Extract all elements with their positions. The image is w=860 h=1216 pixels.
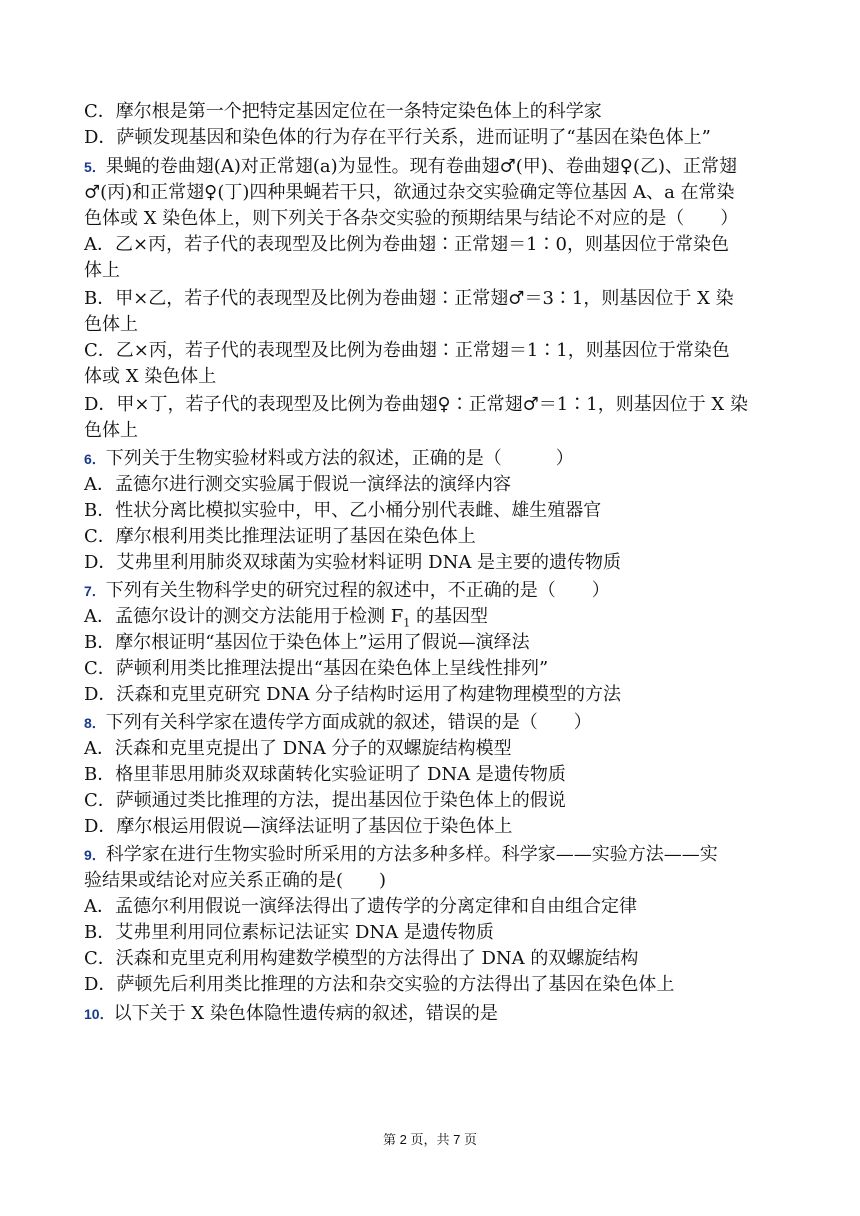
- text-line: [84, 499, 601, 523]
- text-line: [84, 869, 386, 893]
- text-line: [84, 921, 494, 945]
- question-number: 8．: [84, 715, 106, 731]
- line-text: C．摩尔根是第一个把特定基因定位在一条特定染色体上的科学家: [84, 101, 602, 122]
- line-text: 色体上: [84, 314, 138, 335]
- line-text: 体或 X 染色体上: [84, 366, 217, 387]
- question-number: 9．: [84, 847, 106, 863]
- text-line: [84, 419, 138, 443]
- text-line: [84, 973, 674, 997]
- text-line: [84, 947, 638, 971]
- text-line: [84, 313, 138, 337]
- text-line: [84, 631, 530, 655]
- text-line: [84, 207, 738, 231]
- text-line: [84, 737, 512, 761]
- line-text: C．萨顿通过类比推理的方法，提出基因位于染色体上的假说: [84, 790, 566, 811]
- text-line: [84, 815, 512, 839]
- text-line: [84, 551, 621, 575]
- text-line: [84, 657, 548, 681]
- text-line: [84, 100, 602, 124]
- line-text: C．乙×丙，若子代的表现型及比例为卷曲翅∶正常翅＝1∶1，则基因位于常染色: [84, 340, 730, 361]
- line-text: D．沃森和克里克研究 DNA 分子结构时运用了构建物理模型的方法: [84, 684, 622, 705]
- line-text: 科学家在进行生物实验时所采用的方法多种多样。科学家——实验方法——实: [105, 844, 718, 865]
- text-line: [84, 339, 730, 363]
- line-text-tail: 的基因型: [410, 606, 488, 627]
- line-text: 下列有关科学家在遗传学方面成就的叙述，错误的是（ ）: [105, 712, 592, 733]
- text-line: [84, 365, 216, 389]
- text-line: [84, 126, 711, 150]
- line-text: 下列有关生物科学史的研究过程的叙述中，不正确的是（ ）: [105, 580, 610, 601]
- text-line: [84, 473, 511, 497]
- line-text: 下列关于生物实验材料或方法的叙述，正确的是（ ）: [105, 448, 574, 469]
- question-stem-line: [84, 1002, 498, 1026]
- text-line: [84, 683, 621, 707]
- line-text: B．格里菲思用肺炎双球菌转化实验证明了 DNA 是遗传物质: [84, 764, 566, 785]
- text-line: [84, 259, 120, 283]
- question-stem-line: [84, 447, 574, 471]
- text-line: [84, 233, 729, 257]
- line-text: C．萨顿利用类比推理法提出“基因在染色体上呈线性排列”: [84, 658, 549, 679]
- line-text: C．沃森和克里克利用构建数学模型的方法得出了 DNA 的双螺旋结构: [84, 948, 639, 969]
- line-text: 以下关于 X 染色体隐性遗传病的叙述，错误的是: [113, 1003, 498, 1024]
- question-stem-line: [84, 843, 718, 867]
- line-text: ♂(丙)和正常翅♀(丁)四种果蝇若干只，欲通过杂交实验确定等位基因 A、a 在常染: [84, 182, 735, 203]
- text-line: [84, 895, 637, 919]
- text-line: [84, 525, 476, 549]
- line-text: B．艾弗里利用同位素标记法证实 DNA 是遗传物质: [84, 922, 494, 943]
- question-number: 6．: [84, 451, 106, 467]
- question-stem-line: [84, 155, 737, 179]
- page-footer: 第 2 页，共 7 页: [383, 1132, 477, 1147]
- line-text: A．孟德尔利用假说一演绎法得出了遗传学的分离定律和自由组合定律: [84, 896, 637, 917]
- line-text: 验结果或结论对应关系正确的是( ): [84, 870, 387, 891]
- line-text: 色体或 X 染色体上，则下列关于各杂交实验的预期结果与结论不对应的是（ ）: [84, 208, 739, 229]
- question-number: 7．: [84, 583, 106, 599]
- subscript: 1: [403, 616, 411, 630]
- line-text: D．摩尔根运用假说—演绎法证明了基因位于染色体上: [84, 816, 513, 837]
- question-number: 10．: [84, 1006, 114, 1022]
- line-text: B．性状分离比模拟实验中，甲、乙小桶分别代表雌、雄生殖器官: [84, 500, 602, 521]
- line-text: A．孟德尔设计的测交方法能用于检测 F: [84, 606, 404, 627]
- line-text: 果蝇的卷曲翅(A)对正常翅(a)为显性。现有卷曲翅♂(甲)、卷曲翅♀(乙)、正常翅: [105, 156, 737, 177]
- line-text: 色体上: [84, 420, 138, 441]
- line-text: D．艾弗里利用肺炎双球菌为实验材料证明 DNA 是主要的遗传物质: [84, 552, 622, 573]
- text-line: [84, 763, 566, 787]
- line-text: A．乙×丙，若子代的表现型及比例为卷曲翅∶正常翅＝1∶0，则基因位于常染色: [84, 234, 729, 255]
- text-line: [84, 181, 735, 205]
- question-number: 5．: [84, 159, 106, 175]
- line-text: D．甲×丁，若子代的表现型及比例为卷曲翅♀∶正常翅♂＝1∶1，则基因位于 X 染: [84, 394, 748, 415]
- line-text: B．摩尔根证明“基因位于染色体上”运用了假说—演绎法: [84, 632, 530, 653]
- text-line: [84, 287, 734, 311]
- line-text: C．摩尔根利用类比推理法证明了基因在染色体上: [84, 526, 476, 547]
- line-text: A．孟德尔进行测交实验属于假说一演绎法的演绎内容: [84, 474, 511, 495]
- line-text: D．萨顿发现基因和染色体的行为存在平行关系，进而证明了“基因在染色体上”: [84, 127, 711, 148]
- line-text: A．沃森和克里克提出了 DNA 分子的双螺旋结构模型: [84, 738, 512, 759]
- text-line: [84, 789, 566, 813]
- line-text: 体上: [84, 260, 120, 281]
- line-text: B．甲×乙，若子代的表现型及比例为卷曲翅∶正常翅♂＝3∶1，则基因位于 X 染: [84, 288, 734, 309]
- text-line: [84, 393, 748, 417]
- question-stem-line: [84, 579, 610, 603]
- line-text: D．萨顿先后利用类比推理的方法和杂交实验的方法得出了基因在染色体上: [84, 974, 675, 995]
- question-stem-line: [84, 711, 592, 735]
